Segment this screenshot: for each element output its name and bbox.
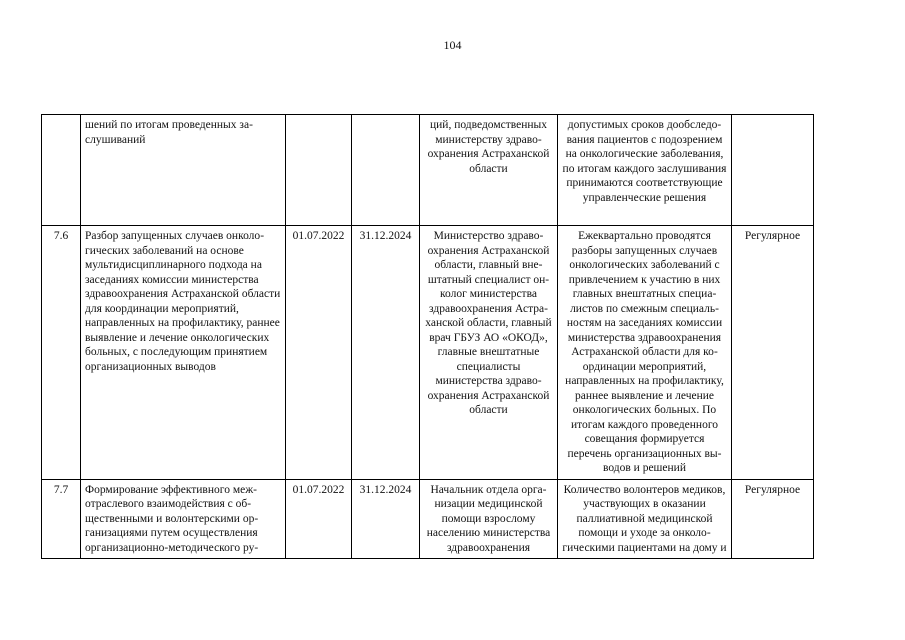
row-periodicity [732, 115, 814, 226]
row-result: Ежеквартально проводятся разборы запущенных случаев онкологических заболеваний с привлечением к участию в них главных внештатных специалистов по смежным специальностям на заседаниях комиссии министерства здравоохранения Астраханской области для координации мероприятий, направленных на профилактику, раннее выявление и лечение онкологических больных. По итогам каждого проведенного совещания формируется перечень организационных выводов и решений [558, 226, 732, 480]
row-periodicity: Регулярное [732, 226, 814, 480]
row-end-date: 31.12.2024 [352, 226, 420, 480]
row-number: 7.6 [42, 226, 81, 480]
row-end-date: 31.12.2024 [352, 479, 420, 559]
row-start-date [286, 115, 352, 226]
row-description: Разбор запущенных случаев онкологических заболеваний на основе мультидисциплинарного подхода на заседаниях комиссии министерства здравоохранения Астраханской области для координации мероприятий, направленных на профилактику, раннее выявление и лечение онкологических больных, с последующим принятием организационных выводов [81, 226, 286, 480]
row-end-date [352, 115, 420, 226]
table-row [42, 115, 814, 226]
row-number [42, 115, 81, 226]
row-number: 7.7 [42, 479, 81, 559]
row-result: Количество волонтеров медиков, участвующих в оказании паллиативной медицинской помощи и уходе за онкологическими пациентами на дому и [558, 479, 732, 559]
row-start-date: 01.07.2022 [286, 479, 352, 559]
row-periodicity: Регулярное [732, 479, 814, 559]
row-responsible: ций, подведомственных министерству здравоохранения Астраханской области [420, 115, 558, 226]
page-number: 104 [443, 38, 462, 52]
row-start-date: 01.07.2022 [286, 226, 352, 480]
table-row [42, 479, 814, 559]
plan-table [41, 114, 814, 559]
table-row [42, 226, 814, 480]
row-responsible: Начальник отдела организации медицинской помощи взрослому населению министерства здравоохранения [420, 479, 558, 559]
row-description: Формирование эффективного межотраслевого взаимодействия с общественными и волонтерскими организациями путем осуществления организационно-методического ру- [81, 479, 286, 559]
row-description: шений по итогам проведенных заслушиваний [81, 115, 286, 226]
row-responsible: Министерство здравоохранения Астраханской области, главный внештатный специалист онколог министерства здравоохранения Астраханской области, главный врач ГБУЗ АО «ОКОД», главные внештатные специалисты министерства здравоохранения Астраханской области [420, 226, 558, 480]
row-result: допустимых сроков дообследования пациентов с подозрением на онкологические заболевания, по итогам каждого заслушивания принимаются соответствующие управленческие решения [558, 115, 732, 226]
